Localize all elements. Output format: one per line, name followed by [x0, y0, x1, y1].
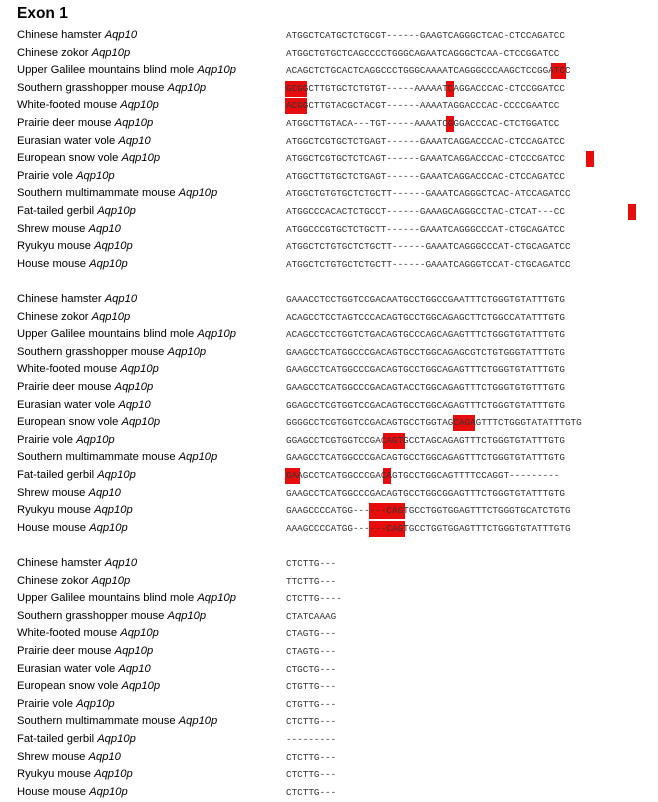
species-name: White-footed mouse — [17, 363, 118, 376]
species-label — [17, 203, 136, 221]
alignment-row — [0, 45, 658, 63]
species-label — [17, 397, 151, 415]
gene-name: Aqp10p — [178, 451, 218, 464]
species-name: Shrew mouse — [17, 222, 86, 235]
species-name: Upper Galilee mountains blind mole — [17, 592, 195, 605]
gene-name: Aqp10p — [94, 240, 133, 253]
species-name: Upper Galilee mountains blind mole — [17, 64, 195, 77]
gene-name: Aqp10 — [88, 222, 121, 235]
species-name: European snow vole — [17, 152, 119, 165]
species-name: Southern multimammate mouse — [17, 451, 176, 464]
sequence-text: ATGGCTGTGCTCAGCCCCTGGGCAGAATCAGGGCTCAA-CTCCGGATCC — [286, 47, 560, 59]
gene-name: Aqp10p — [91, 46, 131, 59]
species-name: Southern grasshopper mouse — [17, 345, 165, 358]
sequence-text: TTCTTG--- — [286, 575, 337, 587]
species-name: White-footed mouse — [17, 627, 118, 640]
species-label — [17, 80, 206, 98]
gene-name: Aqp10p — [94, 768, 133, 781]
alignment-row — [0, 520, 658, 538]
species-label — [17, 432, 115, 450]
gene-name: Aqp10p — [121, 416, 161, 429]
gene-name: Aqp10p — [120, 99, 159, 112]
alignment-row — [0, 731, 658, 749]
species-name: Prairie vole — [17, 433, 73, 446]
gene-name: Aqp10 — [118, 662, 151, 675]
species-name: Ryukyu mouse — [17, 768, 91, 781]
sequence-text: CTCTTG--- — [286, 558, 337, 569]
sequence-text: GAAACCTCCTGGTCCGACAATGCCTGGCCGAATTTCTGGGTGTATTTGTG — [286, 294, 565, 305]
species-label — [17, 520, 128, 538]
gene-name: Aqp10p — [197, 64, 236, 77]
alignment-row — [0, 80, 658, 98]
species-name: Southern multimammate mouse — [17, 715, 176, 728]
species-label — [17, 326, 236, 344]
species-label — [17, 221, 121, 239]
sequence-text: CTCTTG--- — [286, 716, 337, 728]
gene-name: Aqp10p — [89, 785, 128, 798]
species-name: White-footed mouse — [17, 99, 118, 112]
alignment-row — [0, 661, 658, 679]
sequence-text: CTGCTG--- — [286, 663, 337, 675]
species-name: Shrew mouse — [17, 486, 86, 499]
gene-name: Aqp10p — [89, 257, 128, 270]
sequence-text: GAAGCCTCATGGCCCGACAGTGCCTGGCAGTTTTCCAGGT--------- — [286, 470, 560, 481]
alignment-row — [0, 397, 658, 415]
species-label — [17, 62, 236, 80]
alignment-row — [0, 784, 658, 802]
gene-name: Aqp10p — [114, 381, 154, 393]
sequence-text: ATGGCTCGTGCTCTGAGT------GAAATCAGGACCCAC-CTCCAGATCC — [286, 135, 565, 147]
alignment-row — [0, 749, 658, 767]
sequence-text: ACGGCTTGTACGCTACGT------AAAATAGGACCCAC-CCCCGAATCC — [286, 100, 560, 112]
species-name: European snow vole — [17, 416, 119, 429]
gene-name: Aqp10 — [118, 398, 151, 411]
species-name: Ryukyu mouse — [17, 504, 91, 517]
sequence-text: AAAGCCCCATGG------CAGTGCCTGGTGGAGTTTCTGGGTGTATTTGTG — [286, 522, 571, 534]
sequence-text: GGAGCCTCGTGGTCCGACAGTGCCTAGCAGAGTTTCTGGGTGTATTTGTG — [286, 434, 565, 446]
gene-name: Aqp10p — [121, 680, 161, 693]
alignment-row — [0, 766, 658, 784]
gene-name: Aqp10 — [104, 557, 138, 569]
species-name: Eurasian water vole — [17, 662, 116, 675]
species-name: Prairie vole — [17, 169, 73, 182]
alignment-row — [0, 291, 658, 309]
sequence-text: ACAGCCTCCTGGTCTGACAGTGCCCAGCAGAGTTTCTGGGTGTATTTGTG — [286, 329, 565, 341]
sequence-text: ATGGCTTGTGCTCTGAGT------GAAATCAGGACCCAC-CTCCAGATCC — [286, 170, 565, 182]
gene-name: Aqp10p — [97, 469, 136, 481]
alignment-row — [0, 115, 658, 133]
species-label — [17, 414, 160, 432]
species-name: Fat-tailed gerbil — [17, 205, 95, 217]
species-label — [17, 291, 137, 309]
gene-name: Aqp10p — [91, 310, 131, 323]
species-label — [17, 27, 137, 45]
species-name: Southern grasshopper mouse — [17, 609, 165, 622]
gene-name: Aqp10p — [94, 504, 133, 517]
sequence-text: ATGGCTCATGCTCTGCGT------GAAGTCAGGGCTCAC-CTCCAGATCC — [286, 30, 565, 41]
species-name: Eurasian water vole — [17, 134, 116, 147]
section-title: Exon 1 — [17, 5, 68, 22]
species-name: Upper Galilee mountains blind mole — [17, 328, 195, 341]
species-label — [17, 133, 151, 151]
species-name: Ryukyu mouse — [17, 240, 91, 253]
sequence-text: GAAGCCTCATGGCCCGACAGTGCCTGGCAGAGTTTCTGGGTGTATTTGTG — [286, 364, 565, 376]
species-name: Fat-tailed gerbil — [17, 469, 95, 481]
alignment-row — [0, 414, 658, 432]
sequence-text: CTCTTG--- — [286, 786, 337, 798]
sequence-text: GGAGCCTCGTGGTCCGACAGTGCCTGGCAGAGTTTCTGGGTGTATTTGTG — [286, 399, 565, 411]
species-name: Chinese zokor — [17, 574, 89, 587]
alignment-row — [0, 168, 658, 186]
alignment-row — [0, 221, 658, 239]
species-name: Chinese hamster — [17, 293, 102, 305]
alignment-row — [0, 379, 658, 397]
sequence-text: ATGGCTCGTGCTCTCAGT------GAAATCAGGACCCAC-CTCCCGATCC — [286, 153, 565, 165]
sequence-text: GAAGCCTCATGGCCCGACAGTGCCTGGCAGAGTTTCTGGGTGTATTTGTG — [286, 452, 565, 464]
species-name: Chinese zokor — [17, 310, 89, 323]
gene-name: Aqp10p — [120, 363, 159, 376]
sequence-text: CTCTTG--- — [286, 751, 337, 763]
sequence-text: CTAGTG--- — [286, 646, 337, 657]
gene-name: Aqp10 — [104, 293, 138, 305]
gene-name: Aqp10p — [76, 169, 115, 182]
gene-name: Aqp10p — [197, 592, 236, 605]
species-name: Southern multimammate mouse — [17, 187, 176, 200]
species-label — [17, 97, 159, 115]
gene-name: Aqp10p — [167, 81, 207, 94]
species-label — [17, 749, 121, 767]
alignment-row — [0, 608, 658, 626]
alignment-row — [0, 256, 658, 274]
species-label — [17, 238, 133, 256]
gene-name: Aqp10p — [89, 521, 128, 534]
alignment-row — [0, 150, 658, 168]
alignment-row — [0, 678, 658, 696]
species-label — [17, 45, 130, 63]
species-label — [17, 573, 130, 591]
alignment-row — [0, 97, 658, 115]
sequence-text: ATGGCCCGTGCTCTGCTT------GAAATCAGGGCCCAT-CTGCAGATCC — [286, 223, 565, 235]
species-label — [17, 766, 133, 784]
species-label — [17, 467, 136, 485]
alignment-row — [0, 238, 658, 256]
alignment-row — [0, 309, 658, 327]
species-label — [17, 661, 151, 679]
sequence-text: CTATCAAAG — [286, 610, 337, 622]
species-name: Chinese zokor — [17, 46, 89, 59]
species-label — [17, 115, 153, 133]
gene-name: Aqp10p — [167, 345, 207, 358]
species-name: Prairie deer mouse — [17, 381, 112, 393]
species-name: Southern grasshopper mouse — [17, 81, 165, 94]
alignment-row — [0, 713, 658, 731]
species-label — [17, 185, 217, 203]
species-label — [17, 485, 121, 503]
sequence-text: --------- — [286, 734, 337, 745]
species-label — [17, 731, 136, 749]
alignment-row — [0, 573, 658, 591]
alignment-row — [0, 344, 658, 362]
species-label — [17, 678, 160, 696]
sequence-text: CTAGTG--- — [286, 628, 337, 640]
species-label — [17, 379, 153, 397]
species-name: House mouse — [17, 257, 87, 270]
sequence-text: GAAGCCTCATGGCCCGACAGTGCCTGGCAGAGCGTCTGTGGGTATTTGTG — [286, 346, 565, 358]
sequence-text: CTCTTG---- — [286, 593, 342, 605]
species-label — [17, 555, 137, 573]
gene-name: Aqp10p — [167, 609, 207, 622]
sequence-text: ATGGCCCACACTCTGCCT------GAAAGCAGGGCCTAC-CTCAT---CC — [286, 206, 565, 217]
alignment-row — [0, 502, 658, 520]
gene-name: Aqp10p — [76, 697, 115, 710]
species-label — [17, 696, 115, 714]
species-name: Fat-tailed gerbil — [17, 733, 95, 745]
sequence-text: GAAGCCTCATGGCCCGACAGTACCTGGCAGAGTTTCTGGGTGTGTTTGTG — [286, 382, 565, 393]
species-name: House mouse — [17, 785, 87, 798]
sequence-text: CTGTTG--- — [286, 698, 337, 710]
alignment-row — [0, 625, 658, 643]
alignment-row — [0, 432, 658, 450]
alignment-row — [0, 361, 658, 379]
sequence-text: ATGGCTCTGTGCTCTGCTT------GAAATCAGGGTCCAT-CTGCAGATCC — [286, 258, 571, 270]
sequence-text: ACAGCCTCCTAGTCCCACAGTGCCTGGCAGAGCTTCTGGCCATATTTGTG — [286, 311, 565, 323]
species-label — [17, 361, 159, 379]
sequence-text: CTCTTG--- — [286, 769, 337, 781]
sequence-text: GCGGCTTGTGCTCTGTGT-----AAAAATCAGGACCCAC-CTCCGGATCC — [286, 82, 565, 94]
species-label — [17, 625, 159, 643]
sequence-text: ATGGCTGTGTGCTCTGCTT------GAAATCAGGGCTCAC-ATCCAGATCC — [286, 188, 571, 200]
gene-name: Aqp10p — [76, 433, 115, 446]
species-label — [17, 309, 130, 327]
species-name: Prairie deer mouse — [17, 645, 112, 657]
alignment-row — [0, 449, 658, 467]
species-name: European snow vole — [17, 680, 119, 693]
species-label — [17, 344, 206, 362]
species-label — [17, 150, 160, 168]
alignment-row — [0, 590, 658, 608]
species-name: Chinese hamster — [17, 557, 102, 569]
species-label — [17, 168, 115, 186]
alignment-row — [0, 62, 658, 80]
sequence-text: ATGGCTTGTACA---TGT-----AAAATCGGGACCCAC-CTCTGGATCC — [286, 118, 560, 129]
species-label — [17, 713, 217, 731]
species-name: House mouse — [17, 521, 87, 534]
species-label — [17, 784, 128, 802]
species-label — [17, 449, 217, 467]
species-name: Prairie deer mouse — [17, 117, 112, 129]
alignment-row — [0, 27, 658, 45]
gene-name: Aqp10p — [120, 627, 159, 640]
alignment-row — [0, 555, 658, 573]
sequence-text: ACAGCTCTGCACTCAGGCCCTGGGCAAAATCAGGGCCCAAGCTCCGGATCC — [286, 65, 571, 77]
alignment-row — [0, 643, 658, 661]
gene-name: Aqp10 — [104, 29, 138, 41]
alignment-row — [0, 203, 658, 221]
mutation-highlight — [628, 204, 636, 220]
gene-name: Aqp10p — [121, 152, 161, 165]
alignment-row — [0, 696, 658, 714]
species-label — [17, 502, 133, 520]
species-label — [17, 256, 128, 274]
sequence-text: GGGGCCTCGTGGTCCGACAGTGCCTGGTAGCAGAGTTTCTGGGTATATTTGTG — [286, 417, 582, 429]
species-name: Eurasian water vole — [17, 398, 116, 411]
gene-name: Aqp10p — [114, 645, 154, 657]
species-label — [17, 590, 236, 608]
gene-name: Aqp10 — [88, 750, 121, 763]
species-name: Chinese hamster — [17, 29, 102, 41]
species-name: Prairie vole — [17, 697, 73, 710]
gene-name: Aqp10 — [88, 486, 121, 499]
gene-name: Aqp10 — [118, 134, 151, 147]
alignment-row — [0, 485, 658, 503]
sequence-text: ATGGCTCTGTGCTCTGCTT------GAAATCAGGGCCCAT-CTGCAGATCC — [286, 241, 571, 253]
gene-name: Aqp10p — [97, 205, 136, 217]
alignment-row — [0, 467, 658, 485]
alignment-row — [0, 133, 658, 151]
sequence-text: CTGTTG--- — [286, 681, 337, 693]
gene-name: Aqp10p — [197, 328, 236, 341]
mutation-highlight — [586, 151, 594, 167]
species-label — [17, 608, 206, 626]
sequence-text: GAAGCCCCATGG------CAGTGCCTGGTGGAGTTTCTGGGTGCATCTGTG — [286, 505, 571, 517]
gene-name: Aqp10p — [114, 117, 154, 129]
species-label — [17, 643, 153, 661]
alignment-row — [0, 185, 658, 203]
sequence-text: GAAGCCTCATGGCCCGACAGTGCCTGGCGGAGTTTCTGGGTGTATTTGTG — [286, 487, 565, 499]
species-name: Shrew mouse — [17, 750, 86, 763]
alignment-row — [0, 326, 658, 344]
gene-name: Aqp10p — [178, 187, 218, 200]
gene-name: Aqp10p — [97, 733, 136, 745]
gene-name: Aqp10p — [91, 574, 131, 587]
gene-name: Aqp10p — [178, 715, 218, 728]
